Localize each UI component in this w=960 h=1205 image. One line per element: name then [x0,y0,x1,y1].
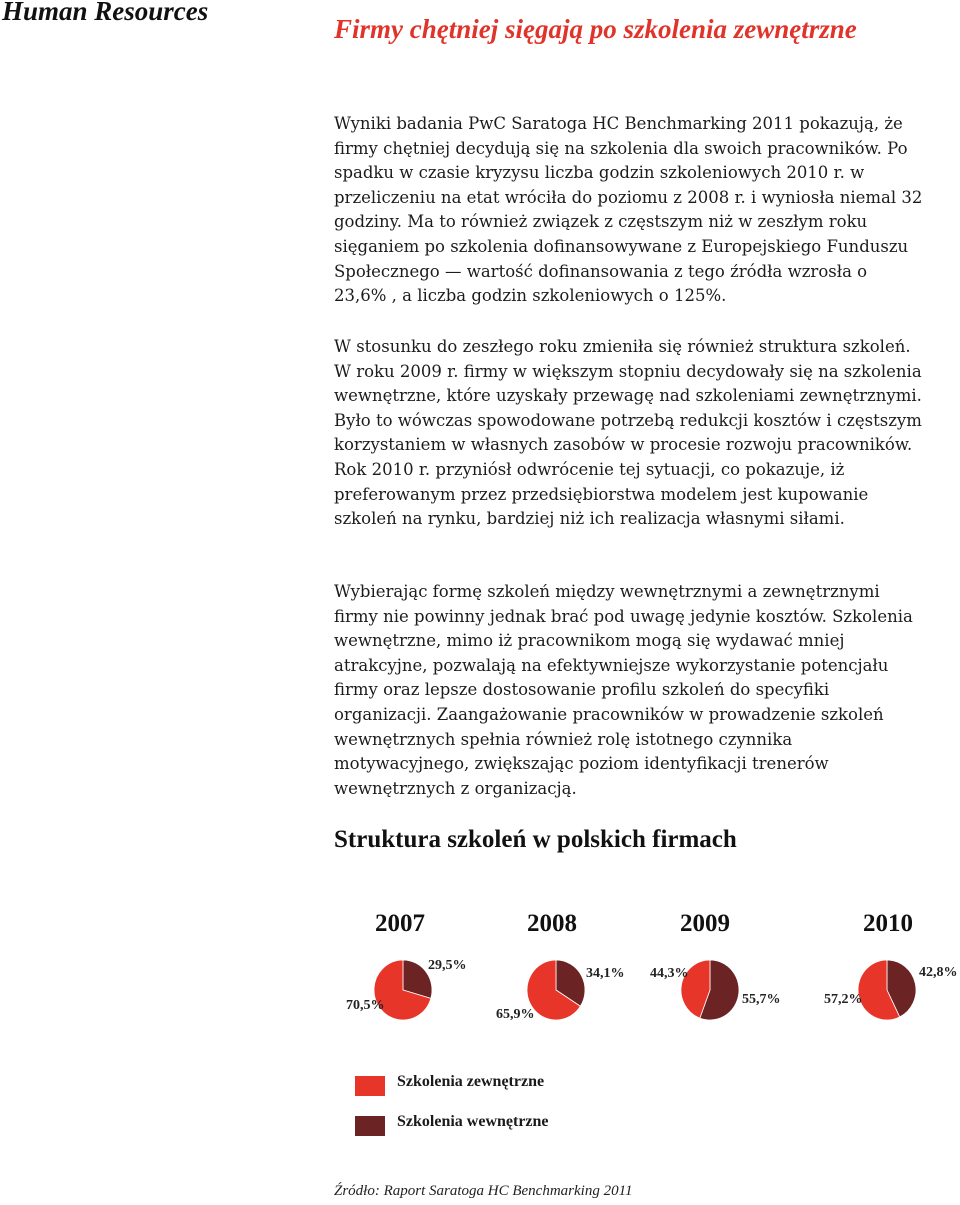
pct-label-external-2009: 44,3% [650,966,689,981]
year-label-2009: 2009 [680,910,730,937]
paragraph: W stosunku do zeszłego roku zmieniła się również struktura szkoleń. W roku 2009 r. firmy w większym stopniu decydowały się na szkolenia wewnętrzne, które uzyskały przewagę nad szkoleniami zewnętrznymi. Było to wówczas spowodowane potrzebą redukcji kosztów i częstszym korzystaniem w własnych zasobów w procesie rozwoju pracowników. Rok 2010 r. przyniósł odwrócenie tej sytuacji, co pokazuje, iż preferowanym przez przedsiębiorstwa modelem jest kupowanie szkoleń na rynku, bardziej niż ich realizacja własnymi siłami. [334,337,922,529]
article-headline: Firmy chętniej sięgają po szkolenia zewnętrzne [334,14,857,44]
year-label-2007: 2007 [375,910,425,937]
pct-label-internal-2007: 29,5% [428,958,467,973]
section-label: Human Resources [2,0,209,26]
legend-swatch-internal [355,1116,385,1136]
paragraph: Wybierając formę szkoleń między wewnętrznymi a zewnętrznymi firmy nie powinny jednak brać pod uwagę jedynie kosztów. Szkolenia wewnętrzne, mimo iż pracownikom mogą się wydawać mniej atrakcyjne, pozwalają na efektywniejsze wykorzystanie potencjału firmy oraz lepsze dostosowanie profilu szkoleń do specyfiki organizacji. Zaangażowanie pracowników w prowadzenie szkoleń wewnętrznych spełnia również rolę istotnego czynnika motywacyjnego, zwiększając poziom identyfikacji trenerów wewnętrznych z organizacją. [334,582,913,798]
pct-label-internal-2010: 42,8% [919,965,958,980]
pct-label-external-2007: 70,5% [346,998,385,1013]
year-label-2008: 2008 [527,910,577,937]
paragraph: Wyniki badania PwC Saratoga HC Benchmarking 2011 pokazują, że firmy chętniej decydują się na szkolenia dla swoich pracowników. Po spadku w czasie kryzysu liczba godzin szkoleniowych 2010 r. w przeliczeniu na etat wróciła do poziomu z 2008 r. i wyniosła niemal 32 godziny. Ma to również związek z częstszym niż w zeszłym roku sięganiem po szkolenia dofinansowywane z Europejskiego Funduszu Społecznego — wartość dofinansowania z tego źródła wzrosła o 23,6% , a liczba godzin szkoleniowych o 125%. [334,114,923,306]
pct-label-external-2010: 57,2% [824,992,863,1007]
pct-label-internal-2009: 55,7% [742,992,781,1007]
year-label-2010: 2010 [863,910,913,937]
pct-label-internal-2008: 34,1% [586,966,625,981]
source-note: Źródło: Raport Saratoga HC Benchmarking 2011 [334,1183,633,1199]
legend-swatch-external [355,1076,385,1096]
pct-label-external-2008: 65,9% [496,1007,535,1022]
legend-label-external: Szkolenia zewnętrzne [397,1073,545,1090]
legend-label-internal: Szkolenia wewnętrzne [397,1113,549,1130]
chart-title: Struktura szkoleń w polskich firmach [334,826,737,853]
